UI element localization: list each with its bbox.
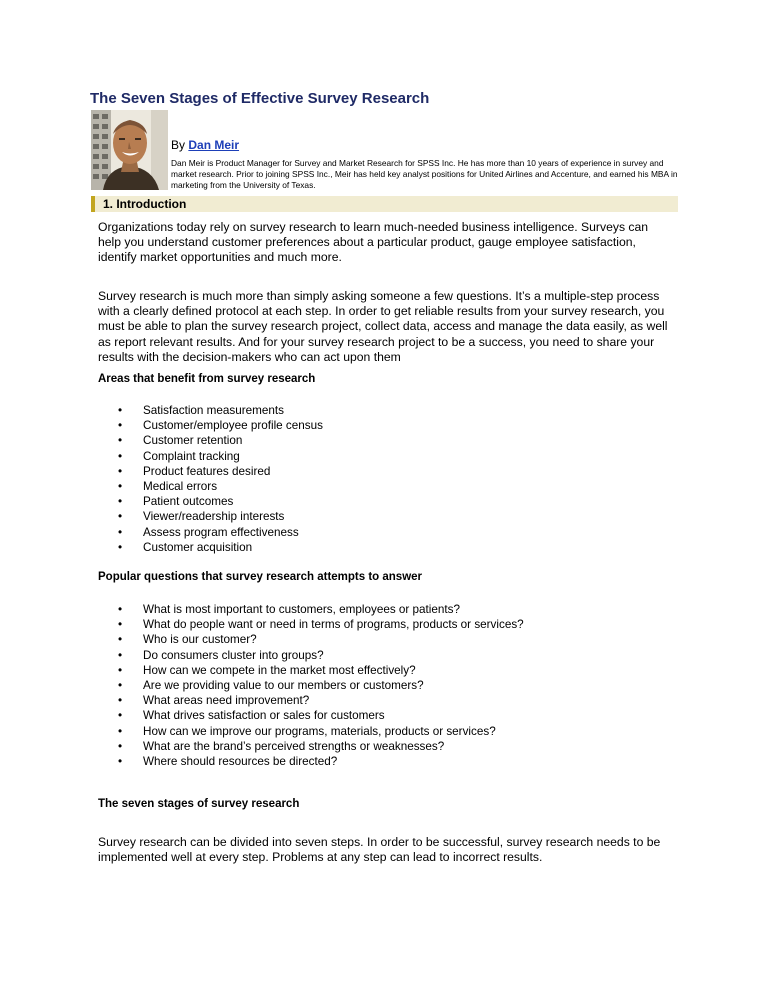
list-item: • Where should resources be directed?	[98, 754, 524, 769]
list-item: • What is most important to customers, employees or patients?	[98, 602, 524, 617]
areas-list	[98, 403, 323, 555]
list-item: • What are the brand’s perceived strengths or weaknesses?	[98, 739, 524, 754]
list-item: • What drives satisfaction or sales for customers	[98, 708, 524, 723]
list-item: • Customer acquisition	[98, 540, 323, 555]
list-item: • Satisfaction measurements	[98, 403, 323, 418]
list-item: • Do consumers cluster into groups?	[98, 648, 524, 663]
list-item: • What do people want or need in terms of programs, products or services?	[98, 617, 524, 632]
author-bio: Dan Meir is Product Manager for Survey and Market Research for SPSS Inc. He has more than 10 years of experience in survey and market research. Prior to joining SPSS Inc., Meir has held key analyst positions for United Airlines and Accenture, and earned his MBA in marketing from the University of Texas.	[171, 158, 678, 190]
author-link[interactable]: Dan Meir	[188, 138, 240, 152]
list-item: • Viewer/readership interests	[98, 509, 323, 524]
list-item: • Customer/employee profile census	[98, 418, 323, 433]
list-item: • Who is our customer?	[98, 632, 524, 647]
stages-heading: The seven stages of survey research	[98, 798, 300, 810]
intro-paragraph: Organizations today rely on survey research to learn much-needed business intelligence. Surveys can help you understand customer preferences about a particular product, gauge employee satisfaction, identify market opportunities and much more.	[98, 220, 649, 265]
questions-list	[98, 602, 524, 769]
areas-heading: Areas that benefit from survey research	[98, 373, 316, 385]
list-item: • Customer retention	[98, 433, 323, 448]
list-item: • Are we providing value to our members or customers?	[98, 678, 524, 693]
questions-heading: Popular questions that survey research attempts to answer	[98, 571, 423, 583]
list-item: • Patient outcomes	[98, 494, 323, 509]
page-title: The Seven Stages of Effective Survey Research	[90, 90, 430, 107]
list-item: • Assess program effectiveness	[98, 525, 323, 540]
list-item: • Medical errors	[98, 479, 323, 494]
list-item: • Complaint tracking	[98, 449, 323, 464]
process-paragraph: Survey research is much more than simply asking someone a few questions. It’s a multiple-step process with a clearly defined protocol at each step. In order to get reliable results from your survey research, you must be able to plan the survey research project, collect data, access and manage the data easily, as well as report relevant results. And for your survey research project to be a success, you need to share your results with the decision-makers who can act upon them	[98, 289, 668, 364]
section-heading: 1. Introduction	[103, 197, 187, 211]
list-item: • What areas need improvement?	[98, 693, 524, 708]
byline	[171, 138, 239, 152]
list-item: • Product features desired	[98, 464, 323, 479]
byline-prefix: By	[171, 138, 186, 152]
stages-paragraph: Survey research can be divided into seven steps. In order to be successful, survey research needs to be implemented well at every step. Problems at any step can lead to incorrect results.	[98, 835, 661, 865]
section-heading-bar	[91, 196, 678, 212]
list-item: • How can we improve our programs, materials, products or services?	[98, 724, 524, 739]
author-photo	[91, 110, 168, 190]
author-portrait-image	[91, 110, 168, 190]
list-item: • How can we compete in the market most effectively?	[98, 663, 524, 678]
